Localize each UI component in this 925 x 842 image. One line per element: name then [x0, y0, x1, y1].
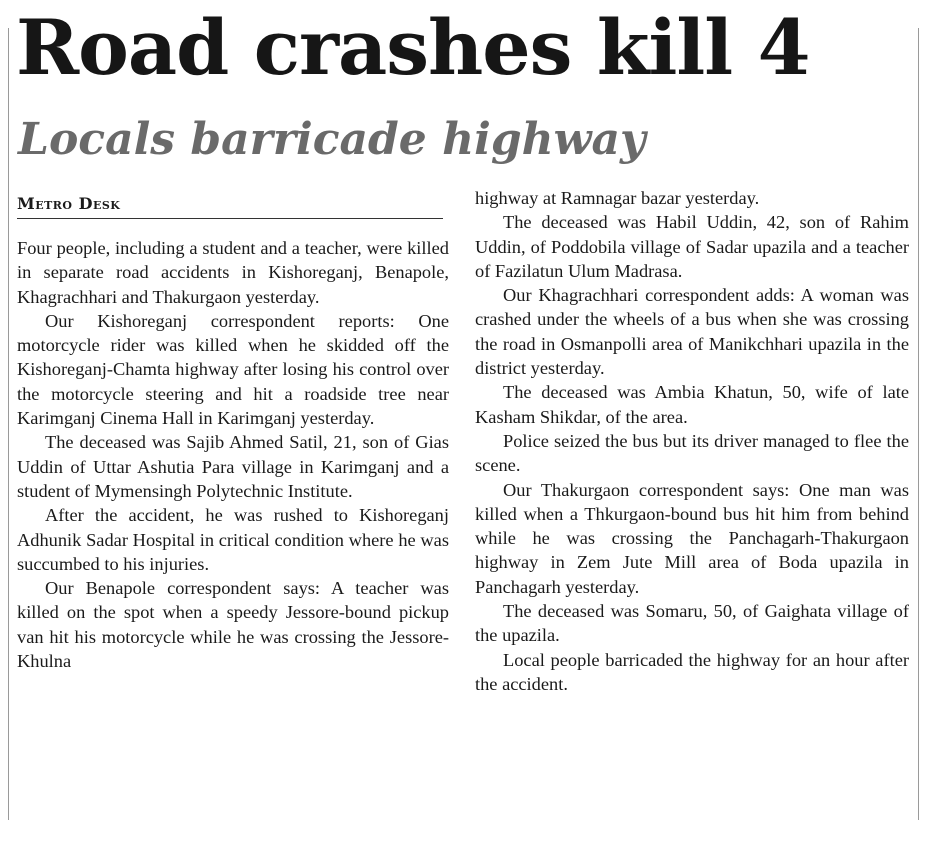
- paragraph: Four people, including a student and a teacher, were killed in separate road accidents in Kishoreganj, Benapole, Khagrachhari and Thakurgaon yesterday.: [17, 238, 449, 307]
- paragraph: highway at Ramnagar bazar yesterday.: [475, 188, 760, 208]
- paragraph: Our Kishoreganj correspondent reports: One motorcycle rider was killed when he skidded off the Kishoreganj-Chamta highway after losing his control over the motorcycle steering and hit a roadside tree near Karimganj Cinema Hall in Karimganj yesterday.: [17, 310, 449, 429]
- article-column-1: [17, 236, 449, 673]
- paragraph: The deceased was Somaru, 50, of Gaighata village of the upazila.: [475, 601, 909, 646]
- subheadline: Locals barricade highway: [18, 114, 646, 165]
- headline: Road crashes kill 4: [16, 3, 810, 92]
- paragraph: Police seized the bus but its driver managed to flee the scene.: [475, 430, 909, 476]
- paragraph: The deceased was Ambia Khatun, 50, wife of late Kasham Shikdar, of the area.: [475, 382, 909, 427]
- byline: Metro Desk: [17, 194, 443, 219]
- paragraph: Our Khagrachhari correspondent adds: A woman was crashed under the wheels of a bus when she was crossing the road in Osmanpolli area of Manikchhari upazila in the district yesterday.: [475, 285, 909, 379]
- paragraph: Our Benapole correspondent says: A teacher was killed on the spot when a speedy Jessore-bound pickup van hit his motorcycle while he was crossing the Jessore-Khulna: [17, 578, 449, 672]
- left-column-rule: [8, 28, 9, 820]
- article-column-2: [475, 186, 909, 696]
- paragraph: The deceased was Habil Uddin, 42, son of Rahim Uddin, of Poddobila village of Sadar upazila and a teacher of Fazilatun Ulum Madrasa.: [475, 212, 909, 281]
- paragraph: After the accident, he was rushed to Kishoreganj Adhunik Sadar Hospital in critical condition where he was succumbed to his injuries.: [17, 505, 449, 574]
- paragraph: The deceased was Sajib Ahmed Satil, 21, son of Gias Uddin of Uttar Ashutia Para village in Karimganj and a student of Mymensingh Polytechnic Institute.: [17, 432, 449, 501]
- paragraph: Our Thakurgaon correspondent says: One man was killed when a Thkurgaon-bound bus hit him from behind while he was crossing the Panchagarh-Thakurgaon highway in Zem Jute Mill area of Boda upazila in Panchagarh yesterday.: [475, 479, 909, 597]
- paragraph: Local people barricaded the highway for an hour after the accident.: [475, 649, 909, 694]
- right-column-rule: [918, 28, 919, 820]
